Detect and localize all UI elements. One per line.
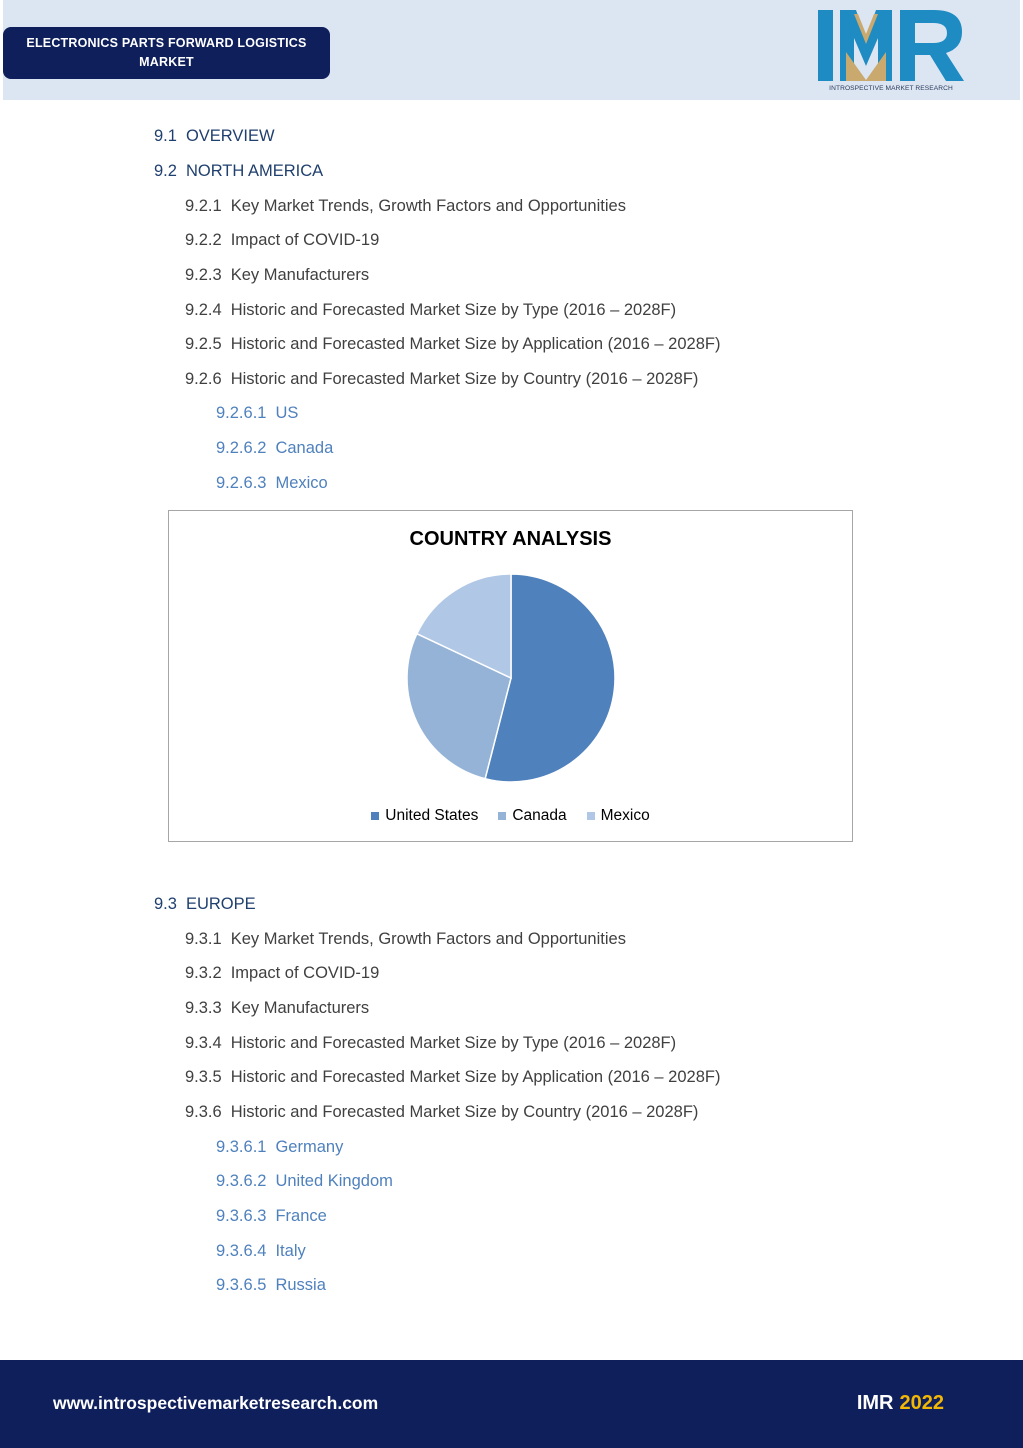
toc-entry[interactable]	[185, 1067, 720, 1087]
legend-label: Mexico	[600, 807, 650, 824]
toc-entry[interactable]	[185, 963, 379, 983]
pie-chart	[169, 511, 854, 843]
toc-number: 9.2.2	[185, 231, 222, 249]
toc-text: Mexico	[275, 474, 328, 492]
toc-number: 9.2.6.1	[216, 404, 267, 422]
toc-text: Historic and Forecasted Market Size by Type (2016 – 2028F)	[230, 301, 677, 319]
legend-swatch	[371, 812, 379, 820]
toc-text: NORTH AMERICA	[185, 162, 324, 180]
toc-number: 9.2.1	[185, 197, 222, 215]
imr-logo	[816, 8, 966, 96]
header-band	[3, 0, 1020, 100]
toc-text: Key Market Trends, Growth Factors and Opportunities	[230, 930, 626, 948]
toc-entry[interactable]	[185, 998, 369, 1018]
legend-swatch	[587, 812, 595, 820]
toc-text: Italy	[275, 1242, 306, 1260]
toc-entry[interactable]	[216, 1241, 306, 1261]
toc-text: France	[275, 1207, 327, 1225]
toc-number: 9.3.3	[185, 999, 222, 1017]
toc-text: OVERVIEW	[185, 127, 275, 145]
toc-entry[interactable]	[185, 196, 626, 216]
toc-entry[interactable]	[154, 126, 275, 146]
toc-text: Impact of COVID-19	[230, 231, 380, 249]
toc-number: 9.3	[154, 895, 177, 913]
toc-entry[interactable]	[216, 1206, 327, 1226]
chart-title: COUNTRY ANALYSIS	[409, 528, 612, 550]
toc-text: Russia	[275, 1276, 326, 1294]
footer-brand: IMR	[856, 1392, 894, 1414]
toc-number: 9.3.6.4	[216, 1242, 267, 1260]
toc-text: Germany	[275, 1138, 344, 1156]
country-analysis-chart	[168, 510, 853, 842]
footer-year: 2022	[899, 1392, 944, 1414]
toc-entry[interactable]	[216, 1171, 393, 1191]
toc-text: Historic and Forecasted Market Size by Country (2016 – 2028F)	[230, 1103, 699, 1121]
toc-number: 9.3.2	[185, 964, 222, 982]
toc-number: 9.2.4	[185, 301, 222, 319]
legend-label: Canada	[512, 807, 567, 824]
imr-logo-icon	[816, 8, 966, 84]
toc-text: Historic and Forecasted Market Size by Type (2016 – 2028F)	[230, 1034, 677, 1052]
toc-number: 9.3.6.3	[216, 1207, 267, 1225]
website-url[interactable]: www.introspectivemarketresearch.com	[53, 1393, 379, 1413]
toc-entry[interactable]	[185, 1102, 698, 1122]
toc-number: 9.2	[154, 162, 177, 180]
toc-entry[interactable]	[185, 334, 720, 354]
toc-number: 9.2.6.2	[216, 439, 267, 457]
legend-label: United States	[385, 807, 479, 824]
toc-entry[interactable]	[185, 300, 676, 320]
toc-number: 9.2.5	[185, 335, 222, 353]
toc-number: 9.3.1	[185, 930, 222, 948]
toc-entry[interactable]	[185, 369, 698, 389]
legend-item	[498, 807, 566, 825]
toc-entry[interactable]	[216, 1137, 343, 1157]
toc-entry[interactable]	[185, 1033, 676, 1053]
toc-entry[interactable]	[216, 1275, 326, 1295]
toc-text: Key Market Trends, Growth Factors and Opportunities	[230, 197, 626, 215]
toc-text: US	[275, 404, 299, 422]
toc-text: Key Manufacturers	[230, 999, 370, 1017]
toc-entry[interactable]	[154, 161, 323, 181]
footer-band	[0, 1360, 1023, 1448]
toc-number: 9.2.6	[185, 370, 222, 388]
toc-entry[interactable]	[216, 473, 328, 493]
toc-number: 9.1	[154, 127, 177, 145]
chart-legend	[169, 807, 852, 825]
toc-number: 9.3.6.5	[216, 1276, 267, 1294]
toc-entry[interactable]	[154, 894, 256, 914]
legend-item	[587, 807, 650, 825]
toc-text: Historic and Forecasted Market Size by Application (2016 – 2028F)	[230, 1068, 721, 1086]
report-title: ELECTRONICS PARTS FORWARD LOGISTICS MARKET	[26, 36, 307, 69]
toc-text: Canada	[275, 439, 334, 457]
toc-entry[interactable]	[185, 265, 369, 285]
toc-text: Key Manufacturers	[230, 266, 370, 284]
footer-brand-year	[857, 1392, 944, 1415]
toc-number: 9.3.4	[185, 1034, 222, 1052]
legend-swatch	[498, 812, 506, 820]
toc-number: 9.3.6	[185, 1103, 222, 1121]
report-title-badge	[3, 27, 330, 79]
toc-entry[interactable]	[216, 438, 333, 458]
toc-text: Impact of COVID-19	[230, 964, 380, 982]
toc-text: Historic and Forecasted Market Size by Country (2016 – 2028F)	[230, 370, 699, 388]
toc-text: EUROPE	[185, 895, 256, 913]
toc-number: 9.2.6.3	[216, 474, 267, 492]
toc-number: 9.3.5	[185, 1068, 222, 1086]
logo-caption: INTROSPECTIVE MARKET RESEARCH	[829, 85, 953, 92]
toc-entry[interactable]	[185, 929, 626, 949]
legend-item	[371, 807, 478, 825]
toc-entry[interactable]	[216, 403, 298, 423]
toc-text: Historic and Forecasted Market Size by Application (2016 – 2028F)	[230, 335, 721, 353]
toc-number: 9.3.6.1	[216, 1138, 267, 1156]
toc-text: United Kingdom	[275, 1172, 393, 1190]
toc-number: 9.2.3	[185, 266, 222, 284]
toc-entry[interactable]	[185, 230, 379, 250]
toc-number: 9.3.6.2	[216, 1172, 267, 1190]
